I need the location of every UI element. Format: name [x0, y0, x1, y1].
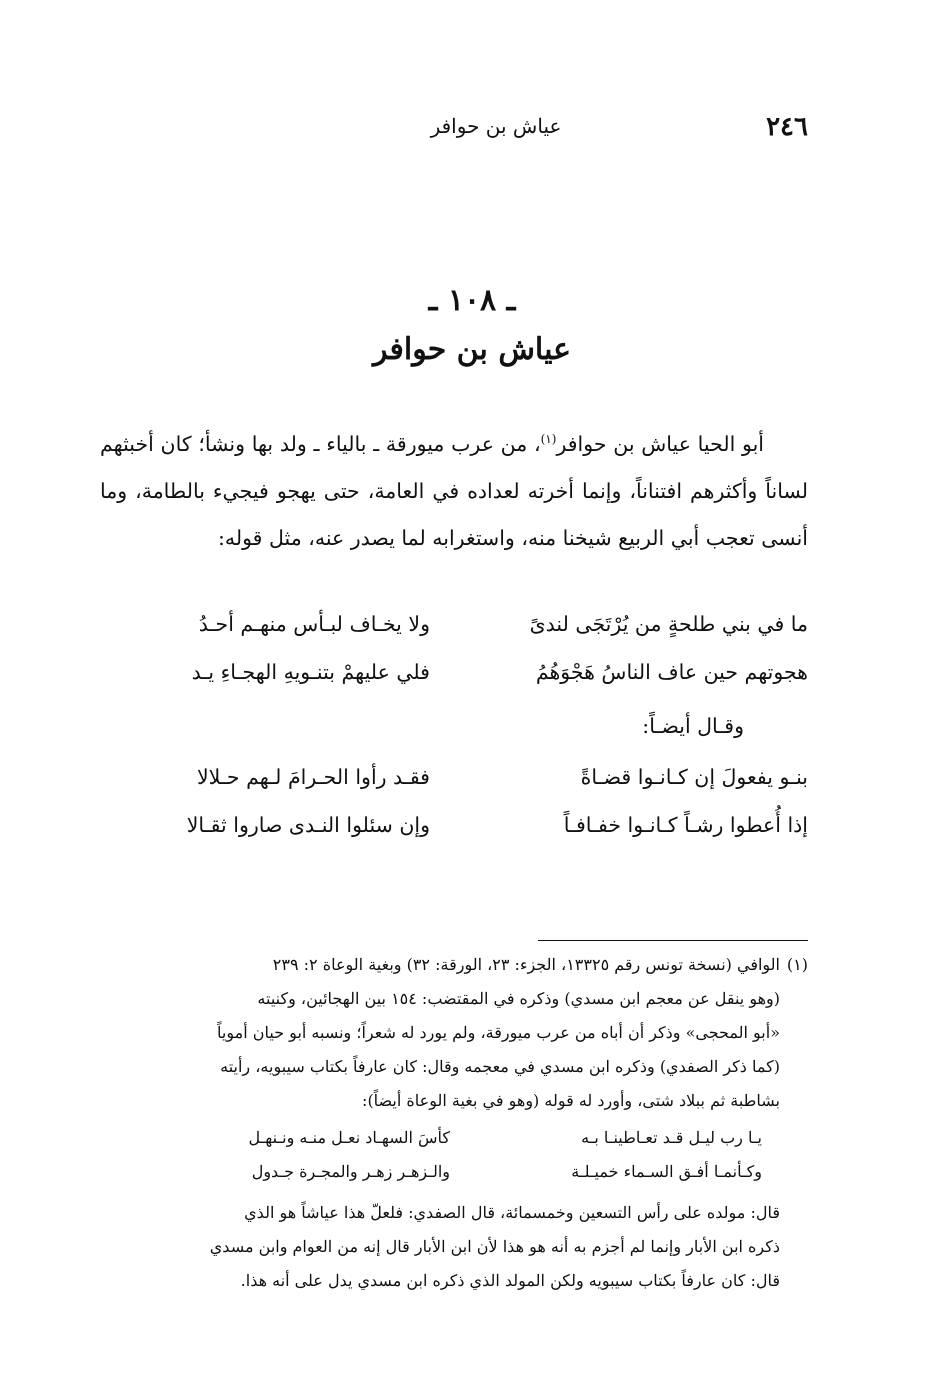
footnote-reference[interactable]: (١)	[540, 432, 557, 446]
footnote-line-4: (كما ذكر الصفدي) وذكره ابن مسدي في معجمه وقال: كان عارفاً بكتاب سيبويه، رأيته	[220, 1057, 780, 1076]
poem1-verse-1	[100, 612, 808, 662]
hemistich-second: وإن سئلوا النـدى صاروا ثقـالا	[186, 813, 430, 837]
hemistich-first: إذا أُعطوا رشـاً كـانـوا خفـافـاً	[563, 813, 808, 837]
paragraph-rest: ، من عرب ميورقة ـ بالياء ـ ولد بها ونشأ؛ كان أخبثهم لساناً وأكثرهم افتناناً، وإنما أخرته لعداده في العامة، حتى يهجو فيجيء بالطامة، وما أنسى تعجب أبي الربيع شيخنا منه، واستغرابه لما يصدر عنه، مثل قوله:	[100, 431, 808, 550]
hemistich-first: يـا رب ليـل قـد تعـاطينـا بـه	[581, 1128, 762, 1147]
poem2-verse-1	[100, 765, 808, 815]
also-said-label: وقـال أيضـاً:	[642, 714, 744, 738]
footnote-divider	[538, 940, 808, 941]
footnote-verse-1	[150, 1128, 762, 1160]
footnote-line-3: «أبو المحجى» وذكر أن أباه من عرب ميورقة، ولم يورد له شعراً؛ ونسبه أبو حيان أموياً	[217, 1023, 780, 1042]
running-title: عياش بن حوافر	[430, 114, 562, 138]
biography-paragraph	[100, 416, 808, 562]
hemistich-second: فقـد رأوا الحـرامَ لـهم حـلالا	[196, 765, 430, 789]
footnote	[104, 948, 808, 1118]
hemistich-first: وكـأنمـا أفـق السـماء خميـلـة	[571, 1162, 762, 1181]
hemistich-first: ما في بني طلحةٍ من يُرْتَجَى لندىً	[529, 612, 808, 636]
paragraph-start: أبو الحيا عياش بن حوافر	[556, 431, 765, 456]
footnote-line-7: ذكره ابن الأبار وإنما لم أجزم به أنه هو هذا لأن ابن الأبار قال إنه من العوام وابن مسدي	[209, 1237, 780, 1256]
footnote-line-8: قال: كان عارفاً بكتاب سيبويه ولكن المولد الذي ذكره ابن مسدي يدل على أنه هذا.	[240, 1271, 780, 1290]
hemistich-second: ولا يخـاف لبـأس منهـم أحـدُ	[198, 612, 430, 636]
poem1-verse-2	[100, 660, 808, 710]
running-header	[96, 112, 808, 152]
footnote-line-5: بشاطبة ثم ببلاد شتى، وأورد له قوله (وهو في بغية الوعاة أيضاً):	[362, 1091, 780, 1110]
footnote-line-2: (وهو ينقل عن معجم ابن مسدي) وذكره في المقتضب: ١٥٤ بين الهجائين، وكنيته	[257, 989, 780, 1008]
footnote-line-1: (١)الوافي (نسخة تونس رقم ١٣٣٢٥، الجزء: ٢٣، الورقة: ٣٢) وبغية الوعاة ٢: ٢٣٩	[104, 948, 808, 982]
entry-title: عياش بن حوافر	[372, 332, 572, 367]
hemistich-second: كأسَ السهـاد نعـل منـه ونـنهـل	[248, 1128, 450, 1147]
footnote-verse-2	[150, 1162, 762, 1194]
hemistich-second: فلي عليهمْ بتنـويهِ الهجـاءِ يـد	[191, 660, 430, 684]
footnote-continuation	[104, 1196, 808, 1298]
footnote-line-6: قال: مولده على رأس التسعين وخمسمائة، قال الصفدي: فلعلّ هذا عياشاً هو الذي	[244, 1203, 780, 1222]
hemistich-first: هجوتهم حين عاف الناسُ هَجْوَهُمُ	[535, 660, 808, 684]
page-number: ٢٤٦	[766, 112, 808, 142]
entry-number: ـ ١٠٨ ـ	[428, 283, 516, 318]
hemistich-second: والـزهـر زهـر والمجـرة جـدول	[251, 1162, 450, 1181]
poem2-verse-2	[100, 813, 808, 863]
footnote-number: (١)	[786, 955, 808, 974]
hemistich-first: بنـو يفعولَ إن كـانـوا قضـاةً	[580, 765, 808, 789]
